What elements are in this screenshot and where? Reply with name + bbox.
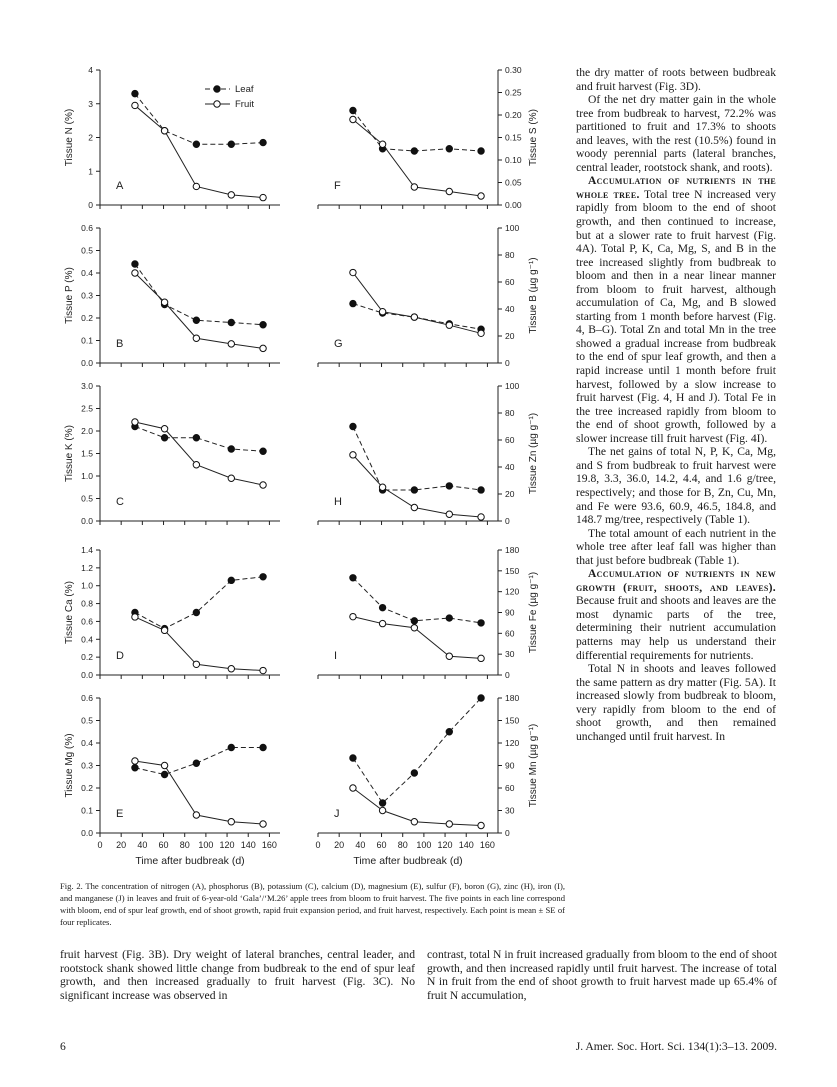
panel-label: I bbox=[334, 650, 338, 662]
y-tick-label: 0.6 bbox=[81, 693, 93, 703]
leaf-series-line bbox=[353, 111, 481, 152]
leaf-point bbox=[446, 615, 452, 621]
y-tick-label: 0.6 bbox=[81, 223, 93, 233]
leaf-point bbox=[161, 771, 167, 777]
fruit-point bbox=[446, 188, 452, 194]
fruit-point bbox=[161, 128, 167, 134]
y-tick-label: 0.3 bbox=[81, 290, 93, 301]
fruit-point bbox=[228, 666, 234, 672]
fruit-point bbox=[478, 655, 484, 661]
legend-fruit-label: Fruit bbox=[235, 99, 254, 110]
y-tick-label: 0.0 bbox=[81, 516, 93, 526]
fruit-point bbox=[446, 653, 452, 659]
y-tick-label: 0.4 bbox=[81, 738, 93, 748]
x-tick-label: 40 bbox=[355, 840, 366, 850]
panel-label: B bbox=[116, 338, 124, 350]
paragraph: The total amount of each nutrient in the whole tree after leaf fall was higher than that just before budbreak (Table 1). bbox=[576, 526, 776, 567]
leaf-point bbox=[228, 141, 234, 147]
y-tick-label: 0 bbox=[505, 828, 510, 838]
leaf-point bbox=[446, 146, 452, 152]
fruit-point bbox=[446, 821, 452, 827]
fruit-point bbox=[379, 309, 385, 315]
fruit-point bbox=[193, 335, 199, 341]
fruit-point bbox=[161, 762, 167, 768]
y-axis-title: Tissue K (%) bbox=[64, 425, 75, 482]
fruit-point bbox=[411, 625, 417, 631]
leaf-point bbox=[228, 319, 234, 325]
leaf-point bbox=[132, 765, 138, 771]
leaf-series-line bbox=[135, 577, 263, 629]
x-tick-label: 100 bbox=[198, 840, 214, 850]
x-tick-label: 80 bbox=[179, 840, 190, 850]
paragraph: Of the net dry matter gain in the whole tree from budbreak to harvest, 72.2% was partitioned to fruit and 17.3% to shoots and leaves, with the rest (10.5%) found in woody perennial parts (lateral branches, central leader, rootstock shank, and roots). bbox=[576, 93, 776, 174]
paragraph bbox=[576, 567, 776, 662]
paragraph: the dry matter of roots between budbreak and fruit harvest (Fig. 3D). bbox=[576, 66, 776, 93]
y-axis-title: Tissue Ca (%) bbox=[64, 581, 75, 644]
journal-footer: J. Amer. Soc. Hort. Sci. 134(1):3–13. 2009. bbox=[575, 1040, 777, 1053]
leaf-point bbox=[260, 744, 266, 750]
fruit-point bbox=[132, 758, 138, 764]
y-tick-label: 0.0 bbox=[81, 828, 93, 838]
leaf-point bbox=[260, 448, 266, 454]
leaf-point bbox=[411, 770, 417, 776]
fruit-point bbox=[446, 511, 452, 517]
fruit-series-line bbox=[353, 273, 481, 334]
y-tick-label: 0.2 bbox=[81, 652, 93, 663]
y-tick-label: 0.15 bbox=[505, 132, 522, 143]
y-tick-label: 40 bbox=[505, 304, 515, 314]
fruit-series-line bbox=[135, 422, 263, 485]
y-tick-label: 0.4 bbox=[81, 634, 93, 645]
y-tick-label: 80 bbox=[505, 408, 515, 418]
y-tick-label: 120 bbox=[505, 586, 520, 597]
page-number: 6 bbox=[60, 1040, 66, 1053]
y-tick-label: 30 bbox=[505, 649, 515, 660]
y-tick-label: 3.0 bbox=[81, 381, 93, 391]
fruit-point bbox=[478, 330, 484, 336]
x-axis-title: Time after budbreak (d) bbox=[353, 855, 463, 867]
paragraph: The net gains of total N, P, K, Ca, Mg, and S from budbreak to fruit harvest were 19.8, 3.3, 36.0, 14.2, 4.4, and 1.6 g/tree, respectively; and those for B, Zn, Cu, Mn, and Fe were 93.6, 60.9, 46.5, 184.8, and 148.7 mg/tree, respectively (Table 1). bbox=[576, 445, 776, 527]
y-tick-label: 0 bbox=[88, 200, 93, 210]
y-tick-label: 0.10 bbox=[505, 155, 522, 165]
leaf-point bbox=[228, 744, 234, 750]
fruit-point bbox=[260, 667, 266, 673]
x-tick-label: 140 bbox=[240, 840, 256, 850]
fruit-point bbox=[350, 613, 356, 619]
x-axis-title: Time after budbreak (d) bbox=[135, 855, 245, 867]
y-tick-label: 2.5 bbox=[81, 403, 93, 414]
y-tick-label: 60 bbox=[505, 435, 515, 445]
leaf-point bbox=[132, 90, 138, 96]
y-tick-label: 1 bbox=[88, 166, 93, 177]
y-tick-label: 0.3 bbox=[81, 760, 93, 771]
paragraph-body: Total tree N increased very rapidly from bloom to the end of shoot growth, and then continued to increase, but at a slower rate to fruit harvest (Fig. 4A). Total P, K, Ca, Mg, S, and B in the tree increased slightly from budbreak to bloom and then in a near linear manner from bloom to fruit harvest, although accumulation of Ca, Mg, and B slowed starting from 1 month before harvest (Fig. 4, B–G). Total Zn and total Mn in the tree showed a gradual increase from budbreak to the end of spur leaf growth, and then a rapid increase until 1 month before fruit harvest, followed by a slow increase to fruit harvest (Fig. 4, H and J). Total Fe in the tree increased rapidly from bloom to the end of shoot growth, followed by a slower increase till fruit harvest (Fig. 4I). bbox=[576, 187, 776, 445]
fruit-point bbox=[228, 819, 234, 825]
leaf-point bbox=[260, 139, 266, 145]
y-tick-label: 180 bbox=[505, 545, 520, 555]
leaf-point bbox=[411, 487, 417, 493]
fruit-point bbox=[379, 141, 385, 147]
y-tick-label: 60 bbox=[505, 277, 515, 287]
x-tick-label: 0 bbox=[315, 840, 321, 850]
section-heading: Accumulation of nutrients in new growth (fruit, shoots, and leaves). bbox=[576, 567, 776, 594]
y-tick-label: 3 bbox=[88, 98, 93, 109]
y-tick-label: 0.1 bbox=[81, 805, 93, 816]
y-axis-title: Tissue N (%) bbox=[64, 108, 75, 167]
leaf-point bbox=[446, 483, 452, 489]
y-tick-label: 100 bbox=[505, 223, 520, 233]
leaf-point bbox=[478, 148, 484, 154]
y-tick-label: 0.20 bbox=[505, 110, 522, 120]
leaf-point bbox=[260, 322, 266, 328]
fruit-point bbox=[132, 419, 138, 425]
fruit-point bbox=[411, 314, 417, 320]
leaf-point bbox=[193, 317, 199, 323]
bottom-left-text: fruit harvest (Fig. 3B). Dry weight of lateral branches, central leader, and rootstock shank showed little change from budbreak to the end of spur leaf growth, and then increased gradually to fruit harvest (Fig. 3C). No significant increase was observed in bbox=[60, 948, 415, 1002]
y-tick-label: 1.0 bbox=[81, 580, 93, 591]
leaf-point bbox=[193, 609, 199, 615]
y-tick-label: 60 bbox=[505, 628, 515, 639]
leaf-point bbox=[411, 618, 417, 624]
y-tick-label: 0.00 bbox=[505, 200, 522, 210]
x-tick-label: 20 bbox=[334, 840, 345, 850]
panel-label: G bbox=[334, 338, 343, 350]
fruit-point bbox=[350, 116, 356, 122]
panel-label: C bbox=[116, 496, 124, 508]
legend-leaf-marker bbox=[214, 86, 220, 92]
y-tick-label: 180 bbox=[505, 693, 520, 703]
leaf-series-line bbox=[135, 264, 263, 325]
fruit-point bbox=[228, 192, 234, 198]
leaf-point bbox=[350, 423, 356, 429]
y-tick-label: 0.4 bbox=[81, 268, 93, 278]
fruit-point bbox=[411, 504, 417, 510]
leaf-point bbox=[260, 574, 266, 580]
y-tick-label: 0.5 bbox=[81, 245, 93, 256]
leaf-point bbox=[228, 577, 234, 583]
y-tick-label: 4 bbox=[88, 65, 93, 75]
x-tick-label: 160 bbox=[479, 840, 495, 850]
fruit-point bbox=[132, 270, 138, 276]
leaf-point bbox=[193, 141, 199, 147]
x-tick-label: 20 bbox=[116, 840, 127, 850]
leaf-point bbox=[193, 435, 199, 441]
y-tick-label: 0 bbox=[505, 670, 510, 680]
y-tick-label: 120 bbox=[505, 738, 520, 748]
y-axis-title: Tissue P (%) bbox=[64, 267, 75, 324]
x-tick-label: 60 bbox=[376, 840, 387, 850]
leaf-point bbox=[350, 755, 356, 761]
y-tick-label: 20 bbox=[505, 331, 515, 341]
fruit-point bbox=[350, 785, 356, 791]
y-axis-title: Tissue Mg (%) bbox=[64, 733, 75, 798]
panel-label: D bbox=[116, 650, 124, 662]
y-tick-label: 0.5 bbox=[81, 493, 93, 504]
leaf-point bbox=[379, 604, 385, 610]
panel-label: F bbox=[334, 180, 341, 192]
leaf-point bbox=[478, 620, 484, 626]
y-tick-label: 0.0 bbox=[81, 670, 93, 680]
panel-label: E bbox=[116, 808, 124, 820]
leaf-point bbox=[132, 261, 138, 267]
y-tick-label: 20 bbox=[505, 489, 515, 499]
y-tick-label: 1.2 bbox=[81, 562, 93, 573]
fruit-point bbox=[411, 184, 417, 190]
panel-label: H bbox=[334, 496, 342, 508]
y-tick-label: 0.5 bbox=[81, 715, 93, 726]
x-tick-label: 80 bbox=[397, 840, 408, 850]
leaf-point bbox=[161, 435, 167, 441]
y-tick-label: 0.1 bbox=[81, 335, 93, 346]
fruit-point bbox=[161, 299, 167, 305]
fruit-point bbox=[132, 102, 138, 108]
fruit-point bbox=[350, 269, 356, 275]
fruit-point bbox=[228, 341, 234, 347]
paragraph bbox=[576, 174, 776, 445]
fruit-point bbox=[161, 627, 167, 633]
y-axis-title: Tissue Fe (µg g⁻¹) bbox=[528, 571, 539, 654]
fruit-point bbox=[193, 183, 199, 189]
y-tick-label: 90 bbox=[505, 607, 515, 618]
leaf-point bbox=[350, 107, 356, 113]
fruit-point bbox=[478, 822, 484, 828]
x-tick-label: 100 bbox=[416, 840, 432, 850]
leaf-point bbox=[193, 760, 199, 766]
y-axis-title: Tissue B (µg g⁻¹) bbox=[528, 257, 539, 334]
fruit-point bbox=[193, 462, 199, 468]
y-axis-title: Tissue Mn (µg g⁻¹) bbox=[528, 723, 539, 808]
y-tick-label: 30 bbox=[505, 805, 515, 816]
x-tick-label: 120 bbox=[219, 840, 235, 850]
fruit-point bbox=[260, 482, 266, 488]
x-tick-label: 140 bbox=[458, 840, 474, 850]
fruit-point bbox=[260, 345, 266, 351]
y-tick-label: 1.0 bbox=[81, 471, 93, 481]
fruit-point bbox=[161, 426, 167, 432]
paragraph-body: Because fruit and shoots and leaves are the most dynamic parts of the tree, determining their nutrient accumulation patterns may help us understand their differential requirements for nutrients. bbox=[576, 594, 776, 662]
leaf-series-line bbox=[353, 427, 481, 490]
fruit-point bbox=[379, 484, 385, 490]
y-tick-label: 0.2 bbox=[81, 313, 93, 323]
fruit-point bbox=[478, 193, 484, 199]
y-tick-label: 80 bbox=[505, 250, 515, 260]
bottom-right-text: contrast, total N in fruit increased gradually from bloom to the end of shoot growth, and then increased rapidly until fruit harvest. The increase of total N in fruit from the end of shoot growth to fruit harvest made up 65.4% of fruit N accumulation, bbox=[427, 948, 777, 1002]
y-tick-label: 150 bbox=[505, 715, 520, 726]
leaf-point bbox=[379, 800, 385, 806]
figure-caption: Fig. 2. The concentration of nitrogen (A), phosphorus (B), potassium (C), calcium (D), magnesium (E), sulfur (F), boron (G), zinc (H), iron (I), and manganese (J) in leaves and fruit of 6-year-old ‘Gala’/‘M.26’ apple trees from bloom to fruit harvest. The five points in each line correspond with bloom, end of spur leaf growth, end of shoot growth, rapid fruit expansion period, and fruit harvest, respectively. Each point is mean ± SE of four replicates. bbox=[60, 881, 565, 927]
leaf-point bbox=[411, 148, 417, 154]
y-tick-label: 0.25 bbox=[505, 87, 522, 98]
leaf-point bbox=[478, 695, 484, 701]
x-tick-label: 0 bbox=[97, 840, 103, 850]
y-tick-label: 60 bbox=[505, 783, 515, 793]
y-tick-label: 0.30 bbox=[505, 65, 522, 75]
section-heading: Accumulation of nutrients in the whole tree. bbox=[576, 174, 776, 201]
fruit-point bbox=[350, 452, 356, 458]
y-tick-label: 0 bbox=[505, 358, 510, 368]
leaf-series-line bbox=[353, 698, 481, 803]
y-tick-label: 100 bbox=[505, 381, 520, 391]
fruit-point bbox=[379, 620, 385, 626]
fruit-point bbox=[446, 322, 452, 328]
y-tick-label: 150 bbox=[505, 565, 520, 576]
legend-fruit-marker bbox=[214, 101, 220, 107]
y-tick-label: 0 bbox=[505, 516, 510, 526]
paragraph: Total N in shoots and leaves followed the same pattern as dry matter (Fig. 5A). It increased slowly from budbreak to bloom, very rapidly from bloom to the end of shoot growth, and then remained unchanged until fruit harvest. In bbox=[576, 662, 776, 743]
panel-label: J bbox=[334, 808, 340, 820]
right-column-text bbox=[576, 66, 776, 743]
y-tick-label: 0.2 bbox=[81, 783, 93, 793]
fruit-point bbox=[379, 807, 385, 813]
fruit-point bbox=[260, 821, 266, 827]
y-tick-label: 0.8 bbox=[81, 598, 93, 609]
fruit-point bbox=[132, 614, 138, 620]
leaf-point bbox=[478, 487, 484, 493]
y-tick-label: 0.05 bbox=[505, 177, 522, 188]
y-tick-label: 40 bbox=[505, 462, 515, 472]
fruit-series-line bbox=[135, 105, 263, 197]
y-axis-title: Tissue S (%) bbox=[528, 109, 539, 166]
fruit-point bbox=[411, 819, 417, 825]
fruit-point bbox=[193, 661, 199, 667]
y-tick-label: 1.4 bbox=[81, 545, 93, 555]
y-tick-label: 2 bbox=[88, 132, 93, 143]
leaf-point bbox=[228, 446, 234, 452]
leaf-point bbox=[350, 575, 356, 581]
panel-label: A bbox=[116, 180, 124, 192]
legend-leaf-label: Leaf bbox=[235, 84, 254, 95]
y-tick-label: 0.0 bbox=[81, 358, 93, 368]
y-tick-label: 2.0 bbox=[81, 426, 93, 436]
x-tick-label: 120 bbox=[437, 840, 453, 850]
fruit-point bbox=[228, 475, 234, 481]
x-tick-label: 40 bbox=[137, 840, 148, 850]
y-axis-title: Tissue Zn (µg g⁻¹) bbox=[528, 412, 539, 495]
leaf-series-line bbox=[353, 578, 481, 623]
y-tick-label: 1.5 bbox=[81, 448, 93, 459]
x-tick-label: 60 bbox=[158, 840, 169, 850]
fruit-point bbox=[193, 812, 199, 818]
leaf-point bbox=[350, 300, 356, 306]
leaf-point bbox=[446, 729, 452, 735]
x-tick-label: 160 bbox=[261, 840, 277, 850]
fruit-point bbox=[478, 514, 484, 520]
fruit-point bbox=[260, 194, 266, 200]
y-tick-label: 90 bbox=[505, 760, 515, 771]
y-tick-label: 0.6 bbox=[81, 616, 93, 627]
